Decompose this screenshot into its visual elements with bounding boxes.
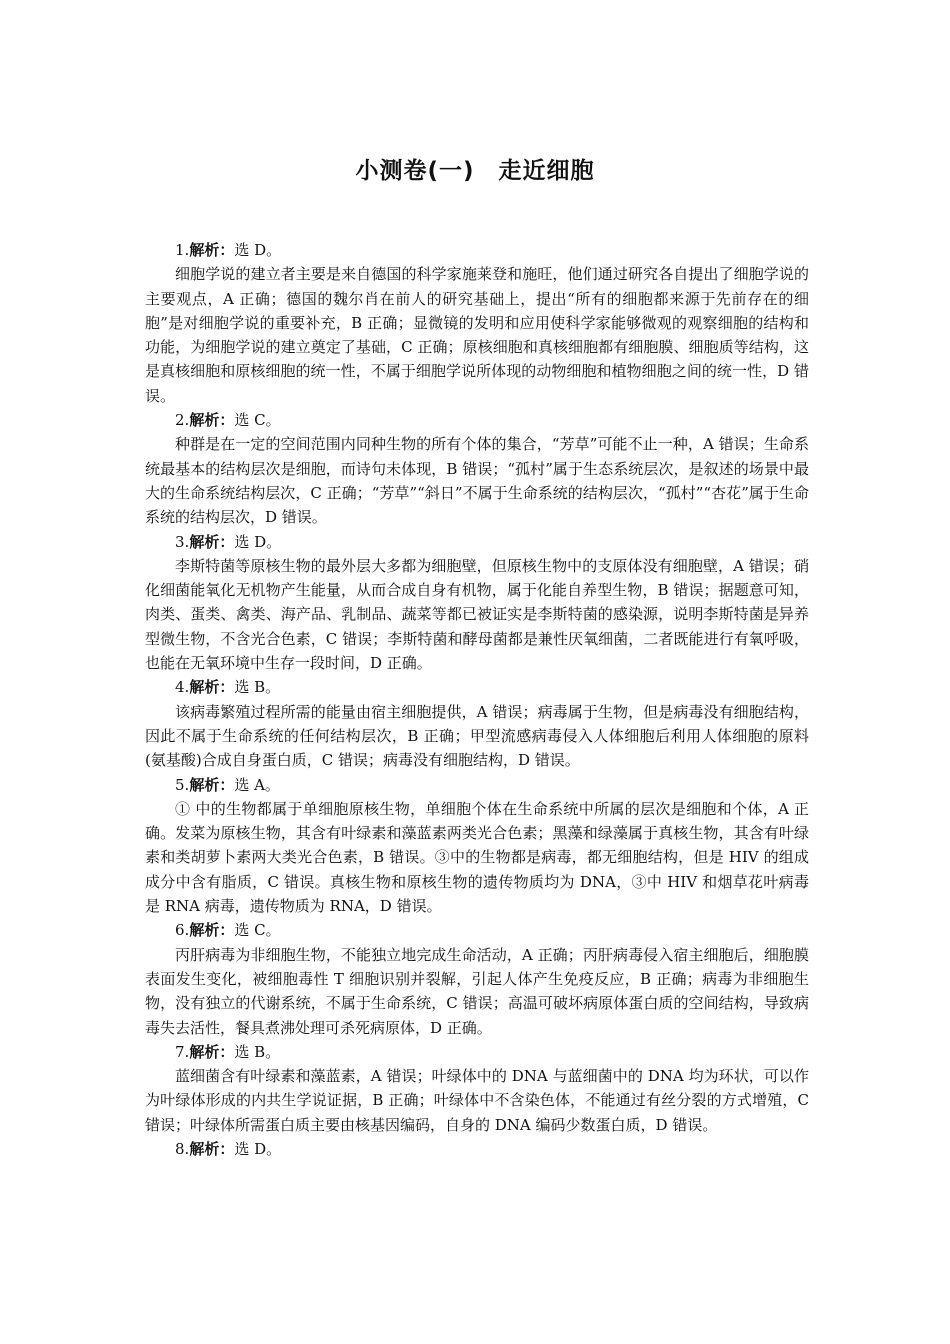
answer-choice: 选 C。 bbox=[234, 921, 281, 940]
analysis-label: 解析： bbox=[189, 775, 235, 794]
answer-item-7 bbox=[145, 1040, 809, 1137]
analysis-label: 解析： bbox=[189, 1139, 235, 1158]
answer-item-2 bbox=[145, 408, 809, 529]
answer-heading bbox=[145, 1040, 809, 1064]
analysis-text: 蓝细菌含有叶绿素和藻蓝素，A 错误；叶绿体中的 DNA 与蓝细菌中的 DNA 均为环状，可以作为叶绿体形成的内共生学说证据，B 正确；叶绿体中不含染色体，不能通过有丝分裂的方式增殖，C 错误；叶绿体所需蛋白质主要由核基因编码，自身的 DNA 编码少数蛋白质，D 错误。 bbox=[145, 1067, 809, 1134]
question-number: 8. bbox=[175, 1139, 190, 1158]
answer-choice: 选 A。 bbox=[234, 775, 280, 794]
answer-choice: 选 B。 bbox=[234, 678, 281, 697]
analysis-label: 解析： bbox=[189, 678, 235, 697]
answer-item-3 bbox=[145, 530, 809, 676]
answer-choice: 选 D。 bbox=[234, 1139, 282, 1158]
answer-choice: 选 D。 bbox=[234, 532, 282, 551]
analysis-text: 细胞学说的建立者主要是来自德国的科学家施莱登和施旺，他们通过研究各自提出了细胞学说的主要观点，A 正确；德国的魏尔肖在前人的研究基础上，提出“所有的细胞都来源于先前存在的细胞”是对细胞学说的重要补充，B 正确；显微镜的发明和应用使科学家能够微观的观察细胞的结构和功能，为细胞学说的建立奠定了基础，C 正确；原核细胞和真核细胞都有细胞膜、细胞质等结构，这是真核细胞和原核细胞的统一性，不属于细胞学说所体现的动物细胞和植物细胞之间的统一性，D 错误。 bbox=[145, 265, 809, 405]
analysis-label: 解析： bbox=[189, 532, 235, 551]
analysis-label: 解析： bbox=[189, 411, 235, 430]
answer-item-4 bbox=[145, 675, 809, 772]
answer-heading bbox=[145, 530, 809, 554]
answer-heading bbox=[145, 773, 809, 797]
analysis-text: 李斯特菌等原核生物的最外层大多都为细胞壁，但原核生物中的支原体没有细胞壁，A 错误；硝化细菌能氧化无机物产生能量，从而合成自身有机物，属于化能自养型生物，B 错误；据题意可知，肉类、蛋类、禽类、海产品、乳制品、蔬菜等都已被证实是李斯特菌的感染源，说明李斯特菌是异养型微生物，不含光合色素，C 错误；李斯特菌和酵母菌都是兼性厌氧细菌，二者既能进行有氧呼吸，也能在无氧环境中生存一段时间，D 正确。 bbox=[145, 556, 809, 673]
answer-choice: 选 D。 bbox=[234, 241, 282, 259]
analysis-text: 该病毒繁殖过程所需的能量由宿主细胞提供，A 错误；病毒属于生物，但是病毒没有细胞结构，因此不属于生命系统的任何结构层次，B 正确；甲型流感病毒侵入人体细胞后利用人体细胞的原料(氨基酸)合成自身蛋白质，C 错误；病毒没有细胞结构，D 错误。 bbox=[145, 702, 809, 770]
analysis-text: 种群是在一定的空间范围内同种生物的所有个体的集合，“芳草”可能不止一种，A 错误；生命系统最基本的结构层次是细胞，而诗句未体现，B 错误；“孤村”属于生态系统层次，是叙述的场景中最大的生命系统结构层次，C 正确；“芳草”“斜日”不属于生命系统的结构层次，“孤村”“杏花”属于生命系统的结构层次，D 错误。 bbox=[145, 435, 809, 527]
answer-list bbox=[145, 238, 809, 1161]
analysis-text: 丙肝病毒为非细胞生物，不能独立地完成生命活动，A 正确；丙肝病毒侵入宿主细胞后，细胞膜表面发生变化，被细胞毒性 T 细胞识别并裂解，引起人体产生免疫反应，B 正确；病毒为非细胞生物，没有独立的代谢系统，不属于生命系统，C 错误；高温可破坏病原体蛋白质的空间结构，导致病毒失去活性，餐具煮沸处理可杀死病原体，D 正确。 bbox=[145, 945, 809, 1037]
answer-heading bbox=[145, 675, 809, 699]
answer-heading bbox=[145, 1137, 809, 1161]
question-number: 1. bbox=[175, 241, 190, 259]
answer-item-8 bbox=[145, 1137, 809, 1161]
question-number: 2. bbox=[175, 411, 190, 430]
question-number: 7. bbox=[175, 1042, 190, 1061]
page-title: 小测卷(一) 走近细胞 bbox=[355, 158, 595, 184]
question-number: 5. bbox=[175, 775, 190, 794]
answer-item-6 bbox=[145, 918, 809, 1039]
answer-heading bbox=[145, 408, 809, 432]
answer-heading bbox=[145, 918, 809, 942]
question-number: 6. bbox=[175, 921, 190, 940]
answer-heading bbox=[145, 238, 809, 262]
answer-item-1 bbox=[145, 238, 809, 408]
analysis-label: 解析： bbox=[189, 921, 235, 940]
question-number: 3. bbox=[175, 532, 190, 551]
analysis-label: 解析： bbox=[189, 241, 235, 259]
answer-choice: 选 B。 bbox=[234, 1042, 281, 1061]
analysis-text: ① 中的生物都属于单细胞原核生物，单细胞个体在生命系统中所属的层次是细胞和个体，A 正确。发菜为原核生物，其含有叶绿素和藻蓝素两类光合色素；黑藻和绿藻属于真核生物，其含有叶绿素和类胡萝卜素两大类光合色素，B 错误。③中的生物都是病毒，都无细胞结构，但是 HIV 的组成成分中含有脂质，C 错误。真核生物和原核生物的遗传物质均为 DNA，③中 HIV 和烟草花叶病毒是 RNA 病毒，遗传物质为 RNA，D 错误。 bbox=[145, 799, 809, 916]
question-number: 4. bbox=[175, 678, 190, 697]
answer-choice: 选 C。 bbox=[234, 411, 281, 430]
answer-item-5 bbox=[145, 773, 809, 919]
analysis-label: 解析： bbox=[189, 1042, 235, 1061]
